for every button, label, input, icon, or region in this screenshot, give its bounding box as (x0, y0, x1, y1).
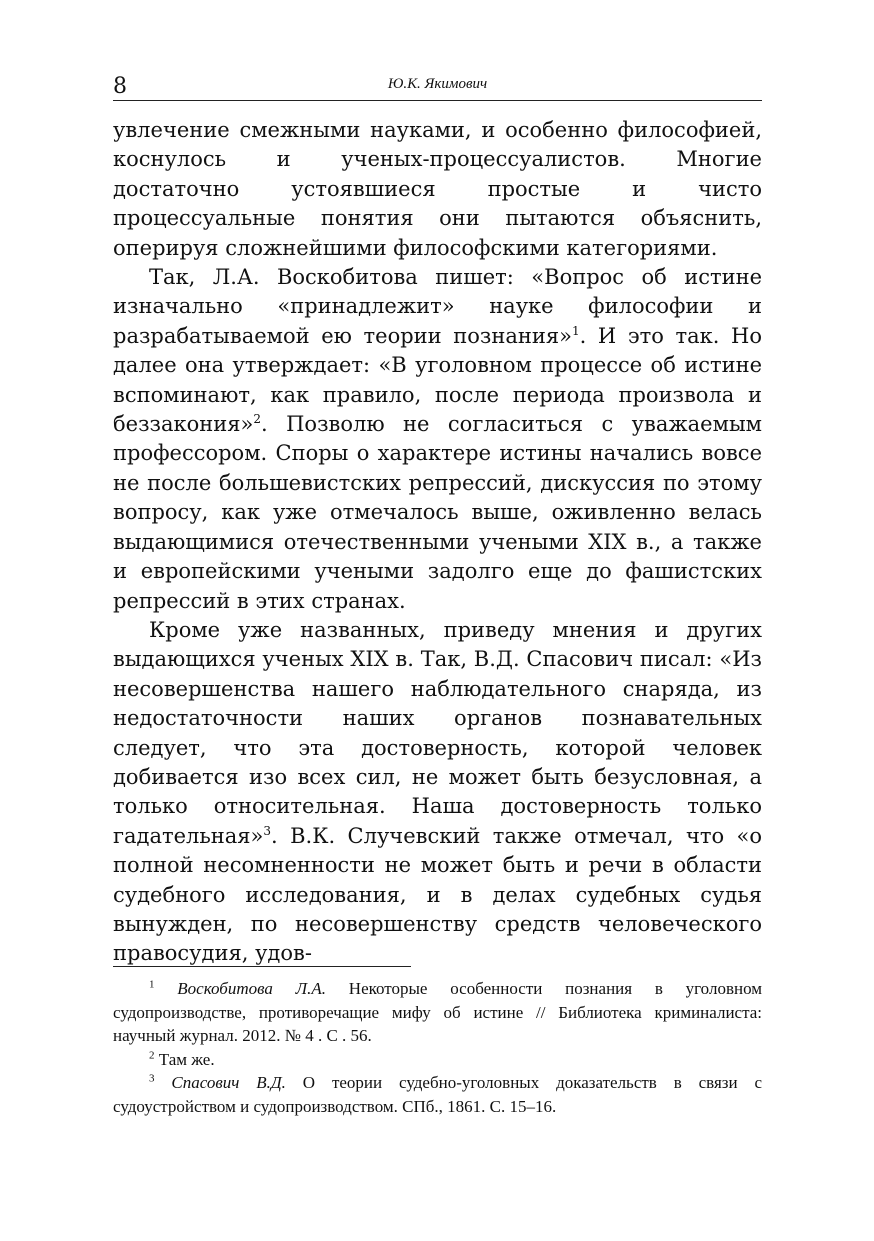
paragraph-2-text-c: . Позволю не согласиться с уважаемым профессором. Споры о характере истины начались вовсе не после большевистских репрессий, дискуссия по этому вопросу, как уже отмечалось выше, оживленно велась выдающимися отечественными учеными XIX в., а также и европейскими учеными задолго еще до фашистских репрессий в этих странах. (113, 412, 762, 613)
paragraph-1-text: увлечение смежными науками, и особенно философией, коснулось и ученых-процессуалистов. Многие достаточно устоявшиеся простые и чисто процессуальные понятия они пытаются объяснить, оперируя сложнейшими философскими категориями. (113, 118, 762, 260)
footnote-1 (113, 977, 762, 1048)
paragraph-2-text-a: Так, Л.А. Воскобитова пишет: «Вопрос об истине изначально «принадлежит» науке философии и разрабатываемой ею теории познания» (113, 265, 762, 348)
footnote-3 (113, 1071, 762, 1118)
paragraph-2 (113, 263, 762, 616)
footnote-author: Спасович В.Д. (171, 1073, 286, 1092)
footnote-author: Воскобитова Л.А. (177, 979, 327, 998)
footnotes (113, 977, 762, 1118)
footnote-mark: 1 (149, 978, 155, 991)
footnote-text: О теории судебно-уголовных доказательств в связи с судоустройством и судопроизводством. СПб., 1861. С. 15–16. (113, 1073, 762, 1116)
paragraph-1 (113, 116, 762, 263)
page-number: 8 (113, 74, 127, 99)
footnote-mark: 2 (149, 1048, 155, 1061)
footnote-ref-3[interactable]: 3 (263, 823, 272, 838)
main-text (113, 116, 762, 969)
footnote-mark: 3 (149, 1072, 155, 1085)
paragraph-3-text-a: Кроме уже названных, приведу мнения и других выдающихся ученых XIX в. Так, В.Д. Спасович писал: «Из несовершенства нашего наблюдательного снаряда, из недостаточности наших органов познавательных следует, что эта достоверность, которой человек добивается изо всех сил, не может быть безусловная, а только относительная. Наша достоверность только гадательная» (113, 617, 762, 848)
running-header (113, 70, 762, 101)
footnote-ref-1[interactable]: 1 (572, 323, 580, 338)
footnote-2 (113, 1048, 762, 1072)
footnote-text: Там же. (154, 1049, 215, 1069)
header-author: Ю.К. Якимович (387, 76, 488, 92)
footnote-separator (113, 966, 411, 967)
footnote-text: Некоторые особенности познания в уголовном судопроизводстве, противоречащие мифу об истине // Библиотека криминалиста: научный журнал. 2012. № 4 . С . 56. (113, 979, 762, 1045)
paragraph-2-text-b: . И это так. Но далее она утверждает: «В уголовном процессе об истине вспоминают, как правило, после периода произвола и беззакония» (113, 323, 762, 437)
paragraph-3 (113, 616, 762, 969)
footnote-ref-2[interactable]: 2 (253, 412, 261, 427)
paragraph-3-text-b: . В.К. Случевский также отмечал, что «о полной несомненности не может быть и речи в области судебного исследования, и в делах судебных судья вынужден, по несовершенству средств человеческого правосудия, удов- (113, 823, 762, 966)
page-content (113, 70, 762, 969)
